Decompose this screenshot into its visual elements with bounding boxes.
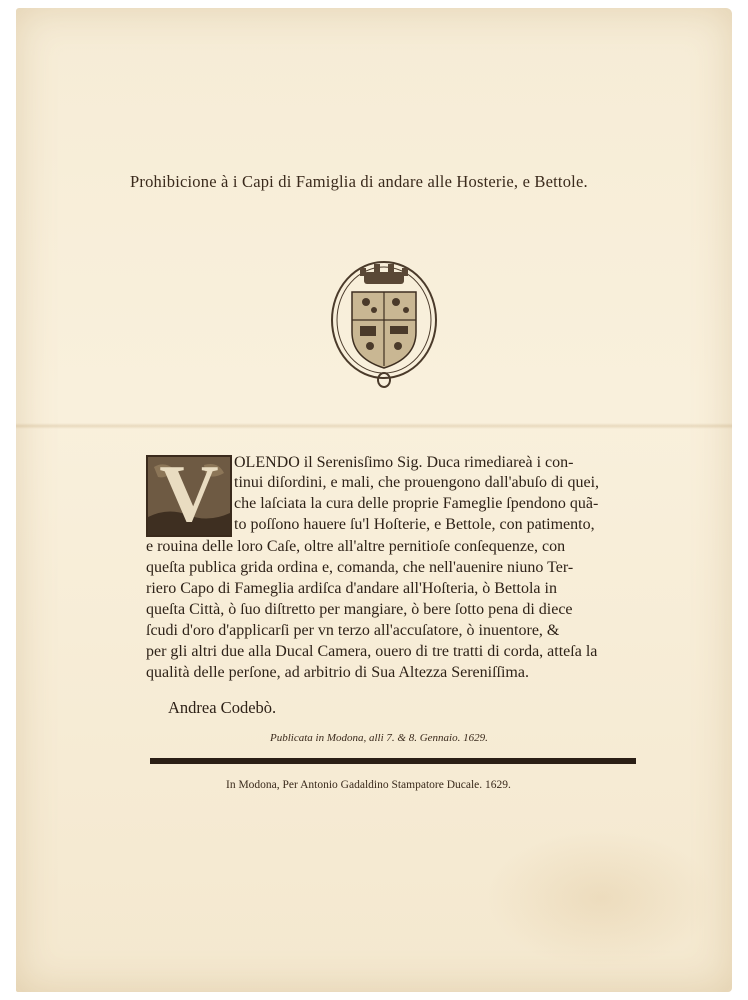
publication-note: Publicata in Modona, alli 7. & 8. Gennaio. 1629. [270,732,488,744]
body-line: tinui diſordini, e mali, che prouengono dall'abuſo di quei, [234,474,600,491]
body-line: queſta Città, ò ſuo diſtretto per mangiare, ò bere ſotto pena di diece [146,601,573,618]
initial-letter: V [159,455,219,537]
coat-of-arms-seal [330,258,438,390]
printer-imprint: In Modona, Per Antonio Gadaldino Stampatore Ducale. 1629. [226,779,511,791]
body-line: qualità delle perſone, ad arbitrio di Sua Altezza Sereniſſima. [146,664,529,681]
body-line: to poſſono hauere ſu'l Hoſterie, e Bettole, con patimento, [234,516,595,533]
divider-rule [150,758,636,764]
body-line: che laſciata la cura delle proprie Fameglie ſpendono quã- [234,495,599,512]
proclamation-title: Prohibicione à i Capi di Famiglia di andare alle Hosterie, e Bettole. [130,172,588,191]
body-line: riero Capo di Fameglia ardiſca d'andare all'Hoſteria, ò Bettola in [146,580,557,597]
body-line: queſta publica grida ordina e, comanda, che nell'auenire niuno Ter- [146,559,574,576]
body-line: OLENDO il Serenisſimo Sig. Duca rimediareà i con- [234,454,574,471]
signature: Andrea Codebò. [168,698,277,717]
paper-fold [16,423,732,429]
water-stain [486,828,716,968]
decorated-initial [146,455,232,537]
body-line: per gli altri due alla Ducal Camera, ouero di tre tratti di corda, atteſa la [146,643,598,660]
body-line: e rouina delle loro Caſe, oltre all'altre pernitioſe conſequenze, con [146,538,566,555]
body-line: ſcudi d'oro d'applicarſi per vn terzo all'accuſatore, ò inuentore, & [146,622,560,639]
